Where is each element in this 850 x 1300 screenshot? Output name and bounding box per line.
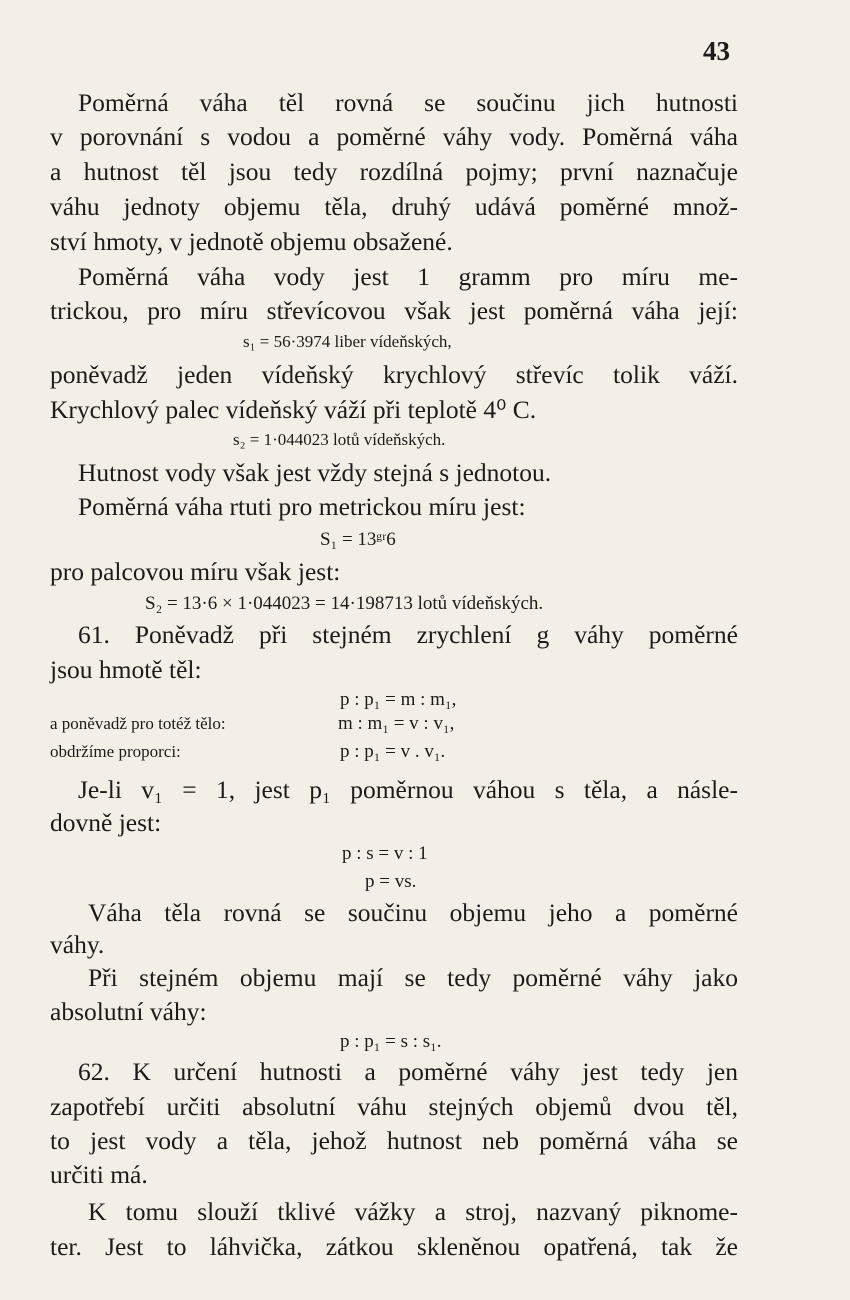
- text-line: 62. K určení hutnosti a poměrné váhy jest tedy jen: [78, 1057, 738, 1086]
- text-line: absolutní váhy:: [50, 997, 207, 1026]
- equation: s₁ = 56·3974 liber vídeňských,: [243, 332, 452, 351]
- text-line: 61. Poněvadž při stejném zrychlení g váhy poměrné: [78, 620, 738, 649]
- text-line: jsou hmotě těl:: [50, 655, 202, 684]
- equation: s₂ = 1·044023 lotů vídeňských.: [233, 430, 446, 449]
- text-line: Poměrná váha vody jest 1 gramm pro míru me-: [78, 262, 738, 291]
- text-line: poněvadž jeden vídeňský krychlový střevíc tolik váží.: [50, 360, 738, 389]
- equation: p = vs.: [365, 871, 417, 892]
- equation: p : p₁ = m : m₁,: [340, 689, 457, 710]
- text-line: ter. Jest to láhvička, zátkou skleněnou opatřená, tak že: [50, 1232, 738, 1261]
- text-line: pro palcovou míru však jest:: [50, 557, 341, 586]
- equation: p : s = v : 1: [342, 843, 428, 864]
- page-number: 43: [703, 36, 730, 66]
- text-line: ství hmoty, v jednotě objemu obsažené.: [50, 227, 453, 256]
- equation-label: obdržíme proporci:: [50, 742, 181, 761]
- text-line: Je-li v₁ = 1, jest p₁ poměrnou váhou s těla, a násle-: [78, 775, 738, 804]
- text-line: Poměrná váha rtuti pro metrickou míru jest:: [78, 492, 526, 521]
- text-line: váhu jednoty objemu těla, druhý udává poměrné množ-: [50, 192, 738, 221]
- equation: S₂ = 13·6 × 1·044023 = 14·198713 lotů vídeňských.: [145, 593, 544, 614]
- text-line: a hutnost těl jsou tedy rozdílná pojmy; první naznačuje: [50, 157, 738, 186]
- equation-label: a poněvadž pro totéž tělo:: [50, 714, 226, 733]
- equation: m : m₁ = v : v₁,: [338, 713, 455, 734]
- text-line: v porovnání s vodou a poměrné váhy vody. Poměrná váha: [50, 122, 738, 151]
- equation: p : p₁ = v . v₁.: [340, 741, 446, 762]
- text-line: zapotřebí určiti absolutní váhu stejných objemů dvou těl,: [50, 1092, 738, 1121]
- text-line: trickou, pro míru střevícovou však jest poměrná váha její:: [50, 296, 738, 325]
- text-line: váhy.: [50, 930, 105, 959]
- text-line: určiti má.: [50, 1160, 148, 1189]
- text-line: to jest vody a těla, jehož hutnost neb poměrná váha se: [50, 1126, 738, 1155]
- text-line: Krychlový palec vídeňský váží při teplotě 4⁰ C.: [50, 395, 537, 424]
- text-line: Při stejném objemu mají se tedy poměrné váhy jako: [88, 963, 738, 992]
- text-line: Poměrná váha těl rovná se součinu jich hutnosti: [78, 88, 738, 117]
- equation: p : p₁ = s : s₁.: [340, 1031, 442, 1052]
- text-line: Váha těla rovná se součinu objemu jeho a poměrné: [88, 898, 738, 927]
- text-line: dovně jest:: [50, 808, 162, 837]
- equation: S₁ = 13ᵍʳ6: [320, 529, 396, 550]
- text-line: Hutnost vody však jest vždy stejná s jednotou.: [78, 458, 552, 487]
- text-line: K tomu slouží tklivé vážky a stroj, nazvaný piknome-: [88, 1197, 738, 1226]
